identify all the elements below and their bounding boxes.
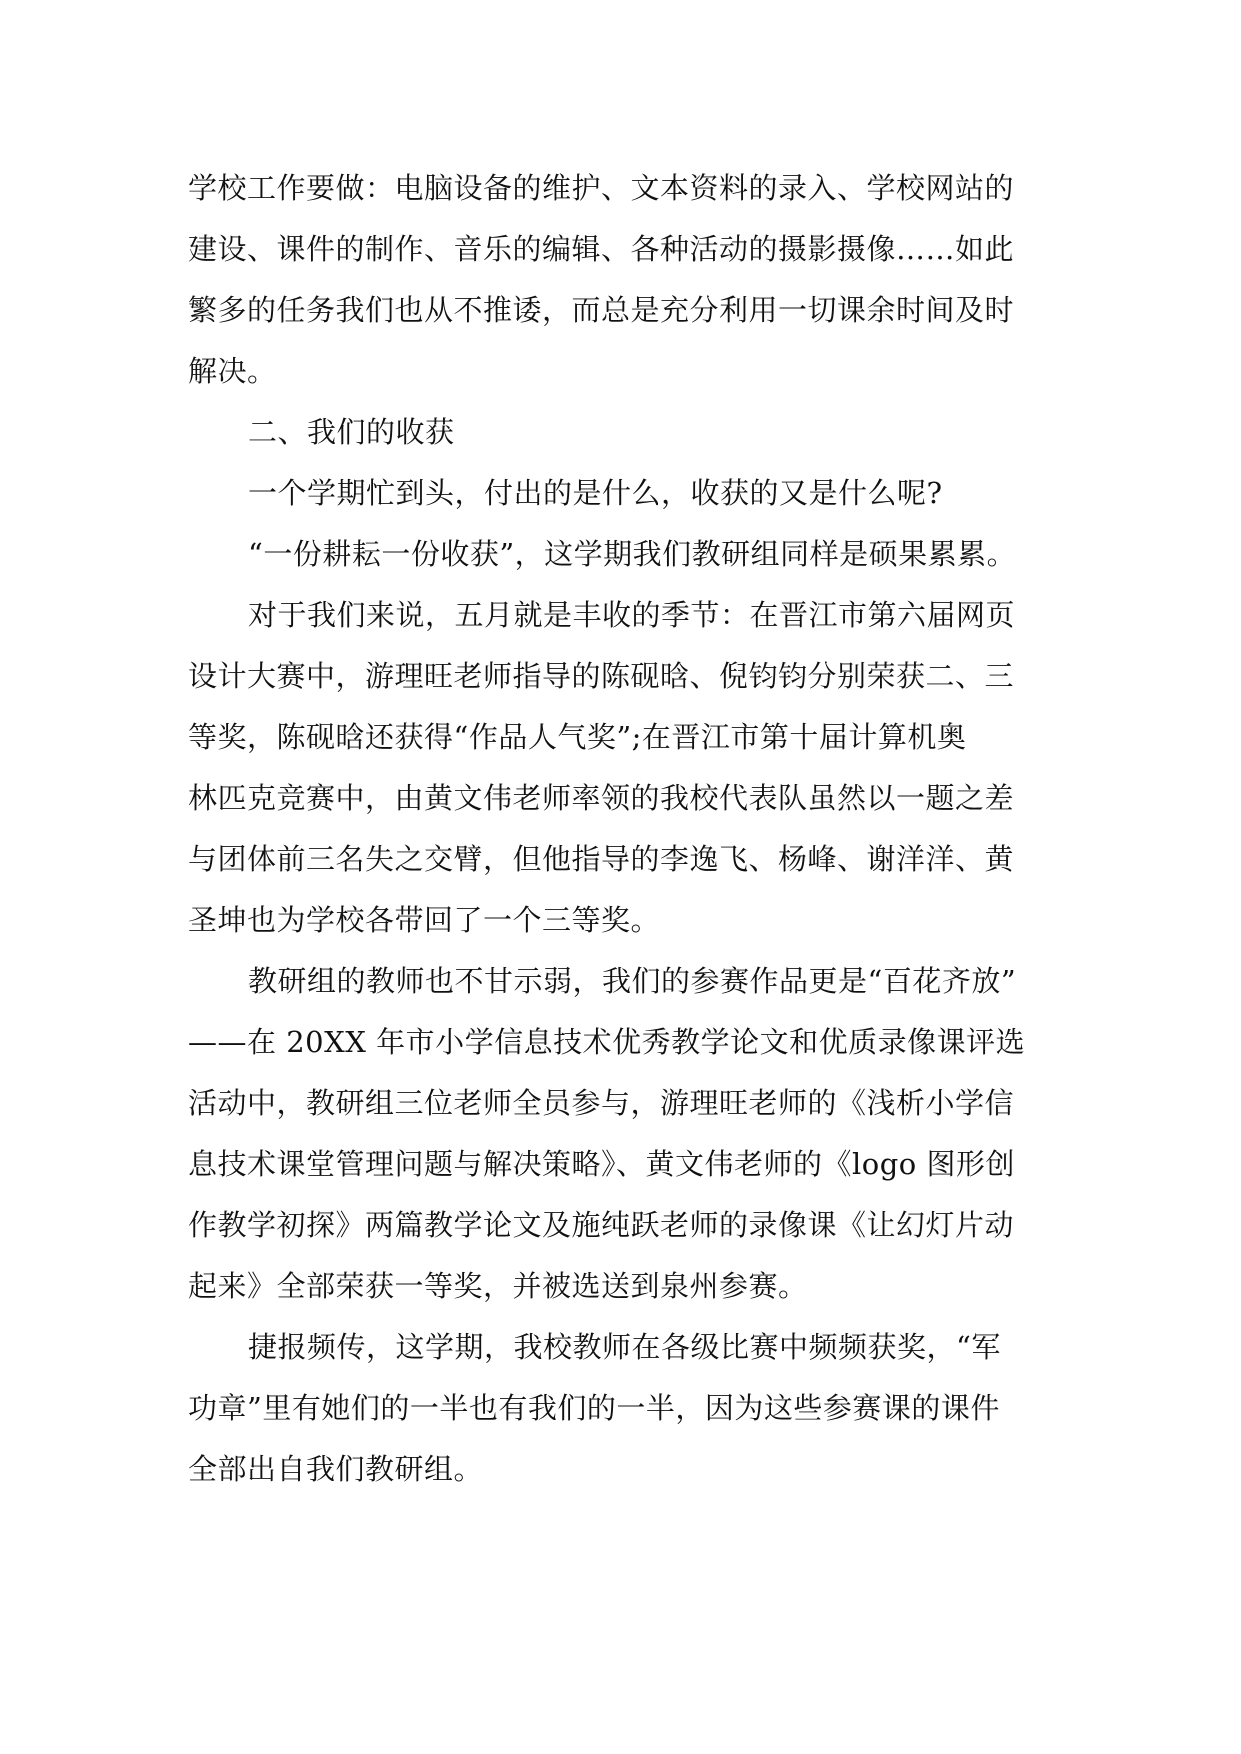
text-line: 设计大赛中，游理旺老师指导的陈砚晗、倪钧钧分别荣获二、三 (188, 659, 1015, 693)
text-line: 活动中，教研组三位老师全员参与，游理旺老师的《浅析小学信 (188, 1086, 1015, 1120)
text-line: 起来》全部荣获一等奖，并被选送到泉州参赛。 (188, 1269, 808, 1303)
text-line: 捷报频传，这学期，我校教师在各级比赛中频频获奖，“军 (248, 1330, 1001, 1364)
text-line: 圣坤也为学校各带回了一个三等奖。 (188, 903, 661, 937)
text-line: 对于我们来说，五月就是丰收的季节：在晋江市第六届网页 (248, 598, 1016, 632)
body-text (188, 158, 1058, 1500)
text-line: ——在 20XX 年市小学信息技术优秀教学论文和优质录像课评选 (188, 1025, 1026, 1059)
text-line: 建设、课件的制作、音乐的编辑、各种活动的摄影摄像……如此 (188, 232, 1015, 266)
text-line: 等奖，陈砚晗还获得“作品人气奖”;在晋江市第十届计算机奥 (188, 720, 967, 754)
text-line: “一份耕耘一份收获”，这学期我们教研组同样是硕果累累。 (248, 537, 1017, 571)
text-line: 学校工作要做：电脑设备的维护、文本资料的录入、学校网站的 (188, 171, 1015, 205)
text-line: 解决。 (188, 354, 277, 388)
text-line: 作教学初探》两篇教学论文及施纯跃老师的录像课《让幻灯片动 (188, 1208, 1015, 1242)
text-line: 林匹克竞赛中，由黄文伟老师率领的我校代表队虽然以一题之差 (188, 781, 1015, 815)
text-line: 繁多的任务我们也从不推诿，而总是充分利用一切课余时间及时 (188, 293, 1015, 327)
text-line: 教研组的教师也不甘示弱，我们的参赛作品更是“百花齐放” (248, 964, 1017, 998)
text-line: 与团体前三名失之交臂，但他指导的李逸飞、杨峰、谢洋洋、黄 (188, 842, 1015, 876)
text-line: 功章”里有她们的一半也有我们的一半，因为这些参赛课的课件 (188, 1391, 1000, 1425)
text-line: 一个学期忙到头，付出的是什么，收获的又是什么呢? (248, 476, 943, 510)
text-line: 息技术课堂管理问题与解决策略》、黄文伟老师的《logo 图形创 (188, 1147, 1015, 1181)
section-heading: 二、我们的收获 (248, 415, 455, 449)
text-line: 全部出自我们教研组。 (188, 1452, 484, 1486)
